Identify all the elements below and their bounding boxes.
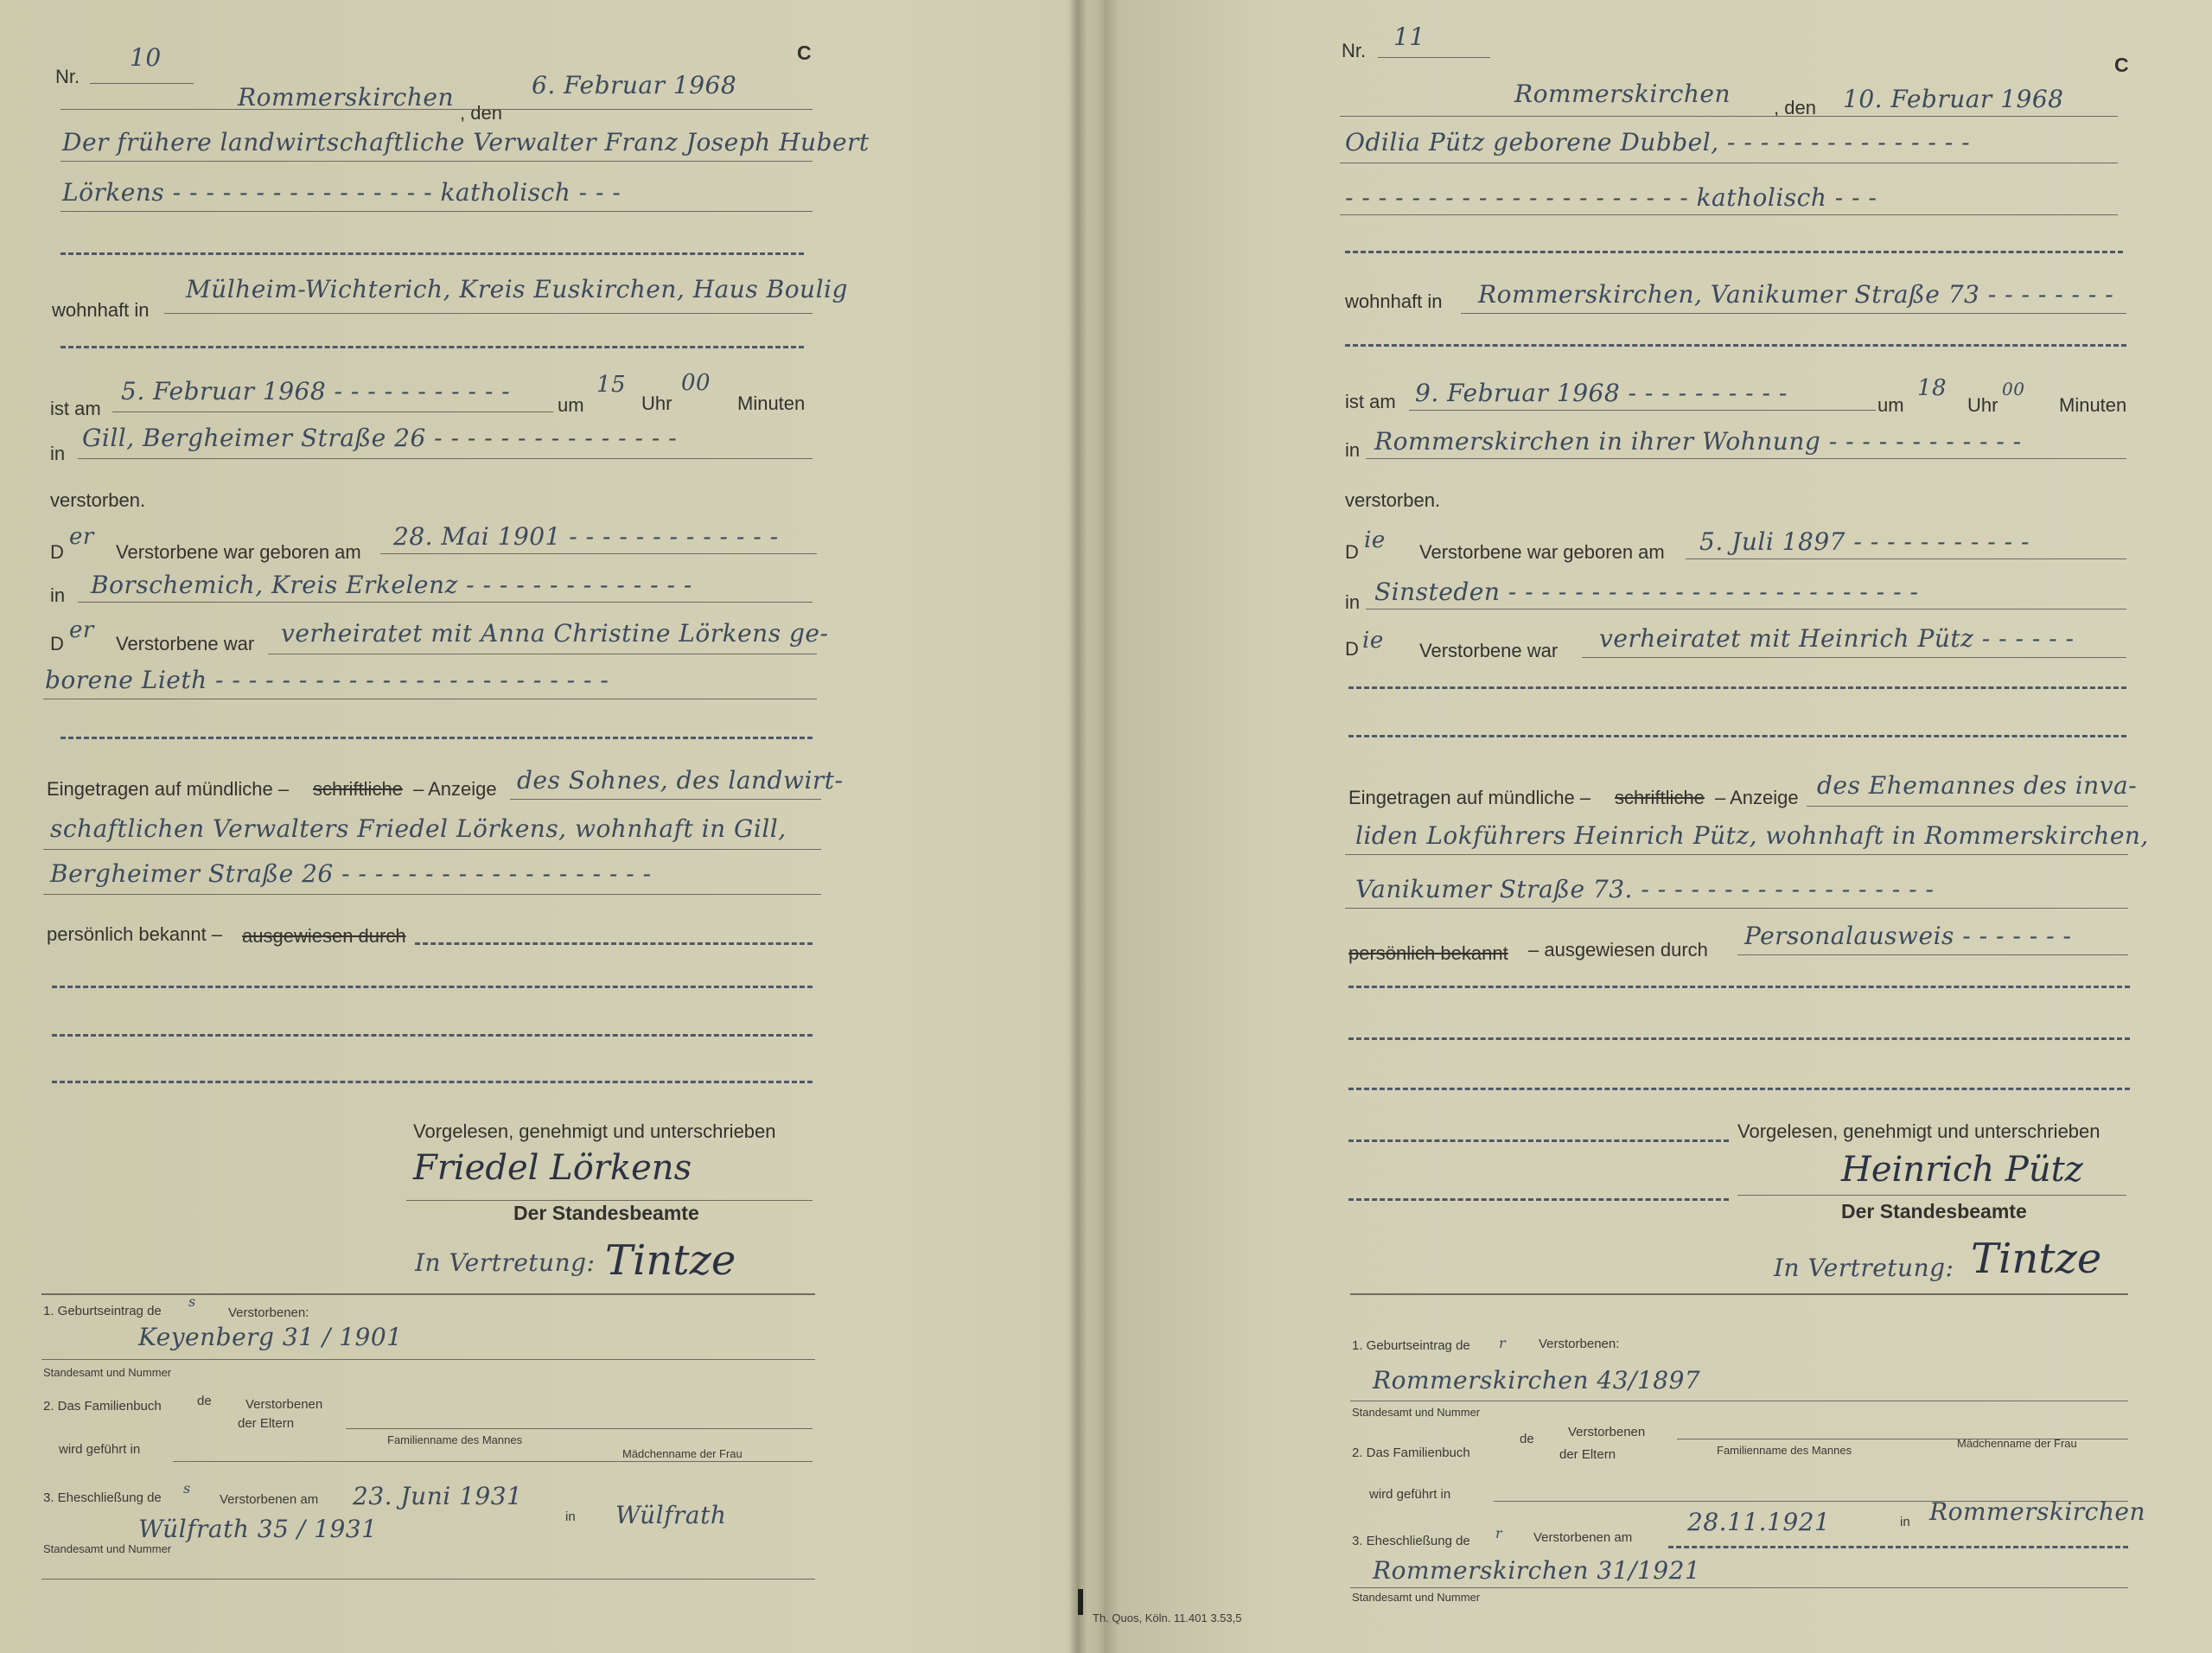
section-letter: C xyxy=(2114,54,2129,76)
wohnhaft-label: wohnhaft in xyxy=(1345,290,1443,312)
informant-signature: Heinrich Pütz xyxy=(1841,1150,2083,1190)
g3-value: Rommerskirchen 31/1921 xyxy=(1373,1556,1701,1585)
ist-am-label: ist am xyxy=(50,398,101,419)
minuten-label: Minuten xyxy=(737,393,806,414)
g2-verstorbenen: Verstorbenen xyxy=(1568,1425,1646,1439)
person-line-2: - - - - - - - - - - - - - - - - - - - - - katholisch - - - xyxy=(1345,183,1877,212)
entry-number-label: Nr. xyxy=(55,66,80,87)
familienname-label: Familienname des Mannes xyxy=(1717,1444,1852,1457)
vertretung-label: In Vertretung: xyxy=(1774,1254,1954,1282)
geboren-d: D xyxy=(1345,541,1359,563)
birth-date: 5. Juli 1897 - - - - - - - - - - - xyxy=(1699,527,2030,556)
birth-in-label: in xyxy=(50,584,66,606)
war-label: Verstorbene war xyxy=(116,633,255,654)
birth-place: Sinsteden - - - - - - - - - - - - - - - - - - - - - - - - - xyxy=(1374,578,1919,606)
birth-date: 28. Mai 1901 - - - - - - - - - - - - - xyxy=(393,522,779,551)
wird-label: wird geführt in xyxy=(59,1442,141,1457)
g2-label: 2. Das Familienbuch xyxy=(1352,1446,1470,1460)
familienname-label: Familienname des Mannes xyxy=(387,1433,523,1446)
vorgelesen-label: Vorgelesen, genehmigt und unterschrieben xyxy=(1737,1120,2100,1142)
standesamt-label-2: Standesamt und Nummer xyxy=(1352,1591,1481,1604)
wohnhaft-label: wohnhaft in xyxy=(52,299,150,321)
g2-de: de xyxy=(197,1394,212,1408)
geboren-d: D xyxy=(50,541,64,563)
uhr-label: Uhr xyxy=(1967,394,1998,416)
informant-line-1: des Ehemannes des inva- xyxy=(1817,771,2138,800)
geboren-suffix: er xyxy=(69,524,94,550)
standesamt-label: Standesamt und Nummer xyxy=(1352,1406,1481,1419)
married-line-1: verheiratet mit Anna Christine Lörkens ge- xyxy=(281,619,829,648)
vertretung-label: In Vertretung: xyxy=(415,1248,596,1277)
anzeige-label: – Anzeige xyxy=(413,778,497,800)
in-label: in xyxy=(50,443,66,464)
geboren-suffix: ie xyxy=(1364,527,1386,553)
g3-suffix: r xyxy=(1495,1525,1503,1541)
standesbeamte-label: Der Standesbeamte xyxy=(1841,1200,2027,1222)
informant-line-3: Vanikumer Straße 73. - - - - - - - - - - - - - - - - - - xyxy=(1355,875,1935,903)
den-label: , den xyxy=(1774,97,1816,118)
married-line-2: borene Lieth - - - - - - - - - - - - - - - - - - - - - - - - xyxy=(45,666,609,694)
section-letter: C xyxy=(797,41,812,64)
ausgewiesen-label: – ausgewiesen durch xyxy=(1528,939,1708,961)
official-signature: Tintze xyxy=(605,1236,736,1285)
death-place: Gill, Bergheimer Straße 26 - - - - - - - - - - - - - - - xyxy=(82,424,678,452)
um-label: um xyxy=(1877,394,1904,416)
war-suffix: ie xyxy=(1362,628,1384,654)
marriage-date: 23. Juni 1931 xyxy=(353,1482,523,1510)
birth-place: Borschemich, Kreis Erkelenz - - - - - - - - - - - - - - xyxy=(91,571,692,599)
eingetragen-label: Eingetragen auf mündliche – xyxy=(47,778,290,800)
married-line-1: verheiratet mit Heinrich Pütz - - - - - - xyxy=(1599,624,2075,653)
informant-line-3: Bergheimer Straße 26 - - - - - - - - - - - - - - - - - - - xyxy=(50,859,652,888)
g3-label: 3. Eheschließung de xyxy=(1352,1534,1470,1548)
um-label: um xyxy=(558,394,584,416)
person-line-1: Der frühere landwirtschaftliche Verwalter Franz Joseph Hubert xyxy=(62,128,870,156)
schriftliche-struck: schriftliche xyxy=(313,778,403,800)
marriage-date: 28.11.1921 xyxy=(1687,1508,1831,1536)
g1-suffix: s xyxy=(188,1293,196,1310)
war-label: Verstorbene war xyxy=(1419,640,1559,661)
g3-in: in xyxy=(1900,1515,1910,1529)
den-label: , den xyxy=(460,102,502,124)
death-date: 9. Februar 1968 - - - - - - - - - - xyxy=(1415,379,1788,407)
g1-value: Keyenberg 31 / 1901 xyxy=(138,1323,403,1351)
bekannt-struck: persönlich bekannt xyxy=(1348,942,1508,964)
g2-eltern: der Eltern xyxy=(238,1416,295,1431)
eingetragen-label: Eingetragen auf mündliche – xyxy=(1348,787,1591,808)
g1-label-2: Verstorbenen: xyxy=(1539,1337,1620,1351)
standesamt-label: Standesamt und Nummer xyxy=(43,1366,172,1379)
informant-line-1: des Sohnes, des landwirt- xyxy=(517,766,844,795)
entry-number: 11 xyxy=(1393,22,1425,51)
verstorben-label: verstorben. xyxy=(1345,489,1441,511)
g3-label-2: Verstorbenen am xyxy=(220,1492,319,1507)
death-place: Rommerskirchen in ihrer Wohnung - - - - - - - - - - - - xyxy=(1374,427,2022,456)
g3-label-2: Verstorbenen am xyxy=(1533,1530,1633,1545)
official-signature: Tintze xyxy=(1971,1235,2102,1283)
g1-label: 1. Geburtseintrag de xyxy=(43,1304,162,1318)
geboren-label: Verstorbene war geboren am xyxy=(1419,541,1665,563)
g2-de: de xyxy=(1520,1432,1534,1446)
registry-date: 6. Februar 1968 xyxy=(532,71,737,99)
g2-eltern: der Eltern xyxy=(1559,1447,1616,1462)
marriage-place: Rommerskirchen xyxy=(1929,1497,2145,1526)
death-date: 5. Februar 1968 - - - - - - - - - - - xyxy=(121,377,511,405)
registry-place: Rommerskirchen xyxy=(1514,80,1731,108)
standesbeamte-label: Der Standesbeamte xyxy=(513,1202,699,1224)
maedchenname-label: Mädchenname der Frau xyxy=(622,1447,743,1460)
g1-suffix: r xyxy=(1499,1335,1507,1351)
registry-place: Rommerskirchen xyxy=(238,83,454,112)
ist-am-label: ist am xyxy=(1345,391,1396,412)
entry-number-label: Nr. xyxy=(1342,40,1367,61)
standesamt-label-2: Standesamt und Nummer xyxy=(43,1542,172,1555)
schriftliche-struck: schriftliche xyxy=(1615,787,1705,808)
residence: Rommerskirchen, Vanikumer Straße 73 - - - - - - - - xyxy=(1478,280,2114,309)
printer-imprint: Th. Quos, Köln. 11.401 3.53,5 xyxy=(1093,1612,1242,1624)
g3-suffix: s xyxy=(183,1480,191,1497)
geboren-label: Verstorbene war geboren am xyxy=(116,541,361,563)
in-label: in xyxy=(1345,439,1361,461)
death-minute: 00 xyxy=(681,370,711,396)
informant-line-2: schaftlichen Verwalters Friedel Lörkens, wohnhaft in Gill, xyxy=(50,814,787,843)
g3-in: in xyxy=(565,1509,576,1524)
minuten-label: Minuten xyxy=(2059,394,2127,416)
informant-signature: Friedel Lörkens xyxy=(413,1148,692,1188)
anzeige-label: – Anzeige xyxy=(1715,787,1799,808)
id-document: Personalausweis - - - - - - - xyxy=(1744,922,2072,950)
g3-value: Wülfrath 35 / 1931 xyxy=(138,1515,378,1543)
bekannt-label: persönlich bekannt – xyxy=(47,923,223,945)
marriage-place: Wülfrath xyxy=(615,1501,727,1529)
verstorben-label: verstorben. xyxy=(50,489,146,511)
registry-date: 10. Februar 1968 xyxy=(1843,85,2064,113)
g1-label-2: Verstorbenen: xyxy=(228,1305,309,1320)
right-page xyxy=(1081,0,2212,1653)
war-d: D xyxy=(1345,638,1359,660)
wird-label: wird geführt in xyxy=(1369,1487,1451,1502)
person-line-1: Odilia Pütz geborene Dubbel, - - - - - - - - - - - - - - - xyxy=(1345,128,1971,156)
g2-label: 2. Das Familienbuch xyxy=(43,1399,162,1414)
g1-label: 1. Geburtseintrag de xyxy=(1352,1338,1470,1353)
maedchenname-label: Mädchenname der Frau xyxy=(1957,1437,2077,1450)
left-page xyxy=(0,0,1076,1653)
war-d: D xyxy=(50,633,64,654)
informant-line-2: liden Lokführers Heinrich Pütz, wohnhaft in Rommerskirchen, xyxy=(1355,821,2149,850)
g3-label: 3. Eheschließung de xyxy=(43,1490,162,1505)
ausgewiesen-struck: ausgewiesen durch xyxy=(242,925,406,947)
birth-in-label: in xyxy=(1345,591,1361,613)
entry-number: 10 xyxy=(130,43,162,72)
person-line-2: Lörkens - - - - - - - - - - - - - - - - katholisch - - - xyxy=(62,178,622,207)
uhr-label: Uhr xyxy=(641,393,673,414)
g1-value: Rommerskirchen 43/1897 xyxy=(1373,1366,1701,1395)
war-suffix: er xyxy=(69,617,94,643)
g2-verstorbenen: Verstorbenen xyxy=(245,1397,323,1412)
residence: Mülheim-Wichterich, Kreis Euskirchen, Haus Boulig xyxy=(186,275,848,303)
vorgelesen-label: Vorgelesen, genehmigt und unterschrieben xyxy=(413,1120,776,1142)
death-hour: 15 xyxy=(596,372,627,398)
death-minute: 00 xyxy=(2002,379,2025,399)
death-hour: 18 xyxy=(1917,375,1947,401)
